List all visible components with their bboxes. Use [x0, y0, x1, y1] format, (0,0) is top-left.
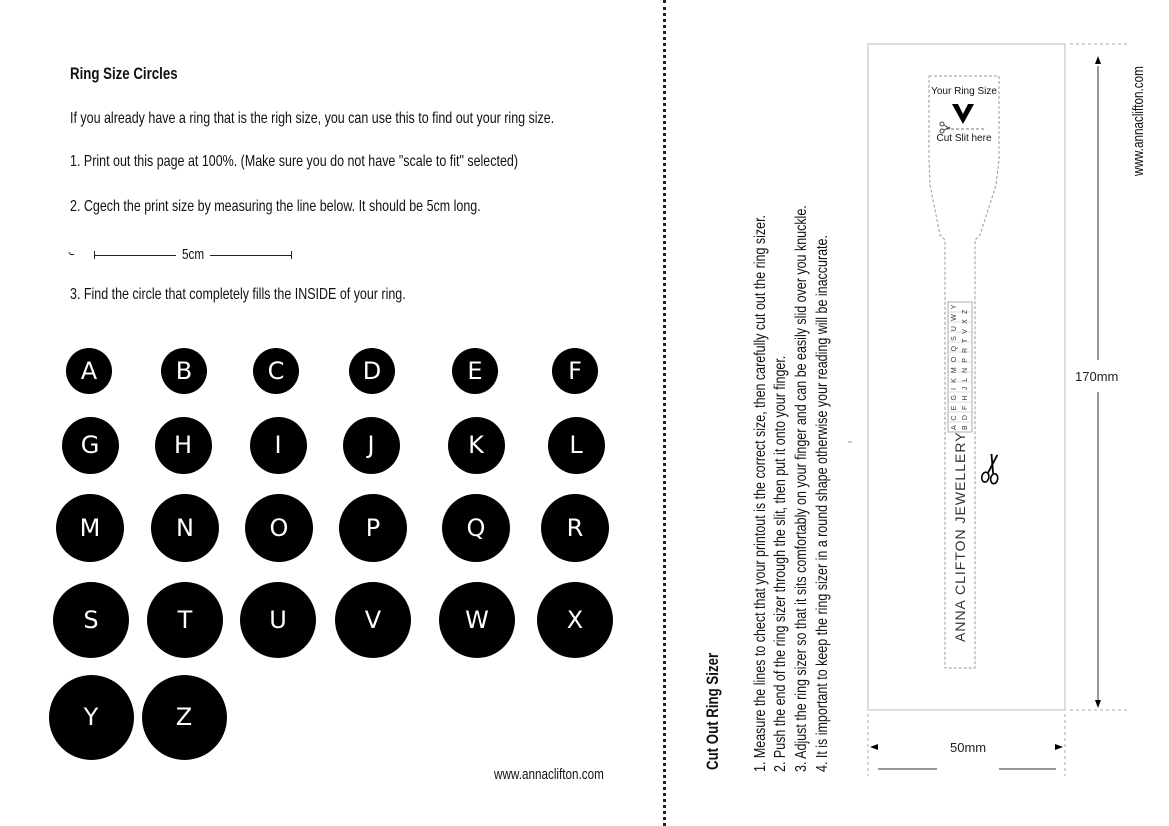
width-arrow-left-icon [870, 744, 878, 750]
website-left: www.annaclifton.com [494, 766, 604, 783]
width-arrow-right-icon [1055, 744, 1063, 750]
ring-circle-u: U [240, 582, 316, 658]
instruction-3: 3. Adjust the ring sizer so that it sits comfortably on your finger and can be easily slid over you knuckle. [793, 205, 810, 772]
brand-text: ANNA CLIFTON JEWELLERY [952, 431, 968, 642]
ring-circle-e: E [452, 348, 498, 394]
scale-letters-row-1: A C E G I K M O Q S U W Y [951, 303, 958, 430]
ring-circle-g: G [62, 417, 119, 474]
ring-circle-t: T [147, 582, 223, 658]
step-3-text: 3. Find the circle that completely fills the INSIDE of your ring. [70, 286, 406, 303]
measure-line-left [94, 255, 176, 256]
ring-circle-p: P [339, 494, 407, 562]
your-ring-size-label: Your Ring Size [931, 86, 997, 97]
measure-cap-right [291, 251, 292, 259]
measure-label: 5cm [182, 246, 205, 263]
ring-circle-f: F [552, 348, 598, 394]
scissors-icon [981, 453, 1002, 484]
height-dimension-label: 170mm [1075, 369, 1119, 384]
height-arrow-up-icon [1095, 56, 1101, 64]
ring-circle-x: X [537, 582, 613, 658]
measure-dash-text: - [68, 245, 72, 259]
cut-out-ring-sizer-title: Cut Out Ring Sizer [703, 652, 722, 770]
ring-circle-a: A [66, 348, 112, 394]
ring-circle-q: Q [442, 494, 510, 562]
instruction-2: 2. Push the end of the ring sizer through the slit, then put it onto your finger. [772, 355, 789, 772]
ring-circle-k: K [448, 417, 505, 474]
ring-circle-i: I [250, 417, 307, 474]
ring-sizer-diagram [840, 30, 1140, 790]
scale-letters-row-2: B D F H J L N P R T V X Z [962, 308, 969, 430]
measure-line-right [210, 255, 291, 256]
ring-circle-d: D [349, 348, 395, 394]
ring-circle-s: S [53, 582, 129, 658]
small-scissors-icon [940, 122, 950, 133]
ring-circle-n: N [151, 494, 219, 562]
intro-text: If you already have a ring that is the righ size, you can use this to find out your ring size. [70, 110, 555, 127]
instruction-1: 1. Measure the lines to chect that your printout is the correct size, then carefully cut out the ring sizer. [752, 214, 769, 772]
instruction-4: 4. It is important to keep the ring sizer in a round shape otherwise your reading will be inaccurate. [814, 235, 831, 772]
measure-line-5cm [70, 246, 310, 264]
ring-circle-y: Y [49, 675, 134, 760]
dotted-fold-line [663, 0, 666, 826]
width-dimension-label: 50mm [950, 740, 987, 755]
ring-circle-c: C [253, 348, 299, 394]
size-pointer-icon [952, 104, 974, 124]
ring-circle-m: M [56, 494, 124, 562]
ring-circle-h: H [155, 417, 212, 474]
ring-circle-z: Z [142, 675, 227, 760]
ring-circle-b: B [161, 348, 207, 394]
height-arrow-down-icon [1095, 700, 1101, 708]
website-right: www.annaclifton.com [1130, 66, 1147, 176]
ring-circle-r: R [541, 494, 609, 562]
cut-slit-label: Cut Slit here [936, 133, 992, 144]
step-1-text: 1. Print out this page at 100%. (Make sure you do not have "scale to fit" selected) [70, 153, 518, 170]
ring-circle-w: W [439, 582, 515, 658]
ring-size-circles-title: Ring Size Circles [70, 64, 178, 83]
ring-circle-o: O [245, 494, 313, 562]
ring-circle-j: J [343, 417, 400, 474]
ring-circle-v: V [335, 582, 411, 658]
ring-circle-l: L [548, 417, 605, 474]
step-2-text: 2. Cgech the print size by measuring the line below. It should be 5cm long. [70, 198, 481, 215]
